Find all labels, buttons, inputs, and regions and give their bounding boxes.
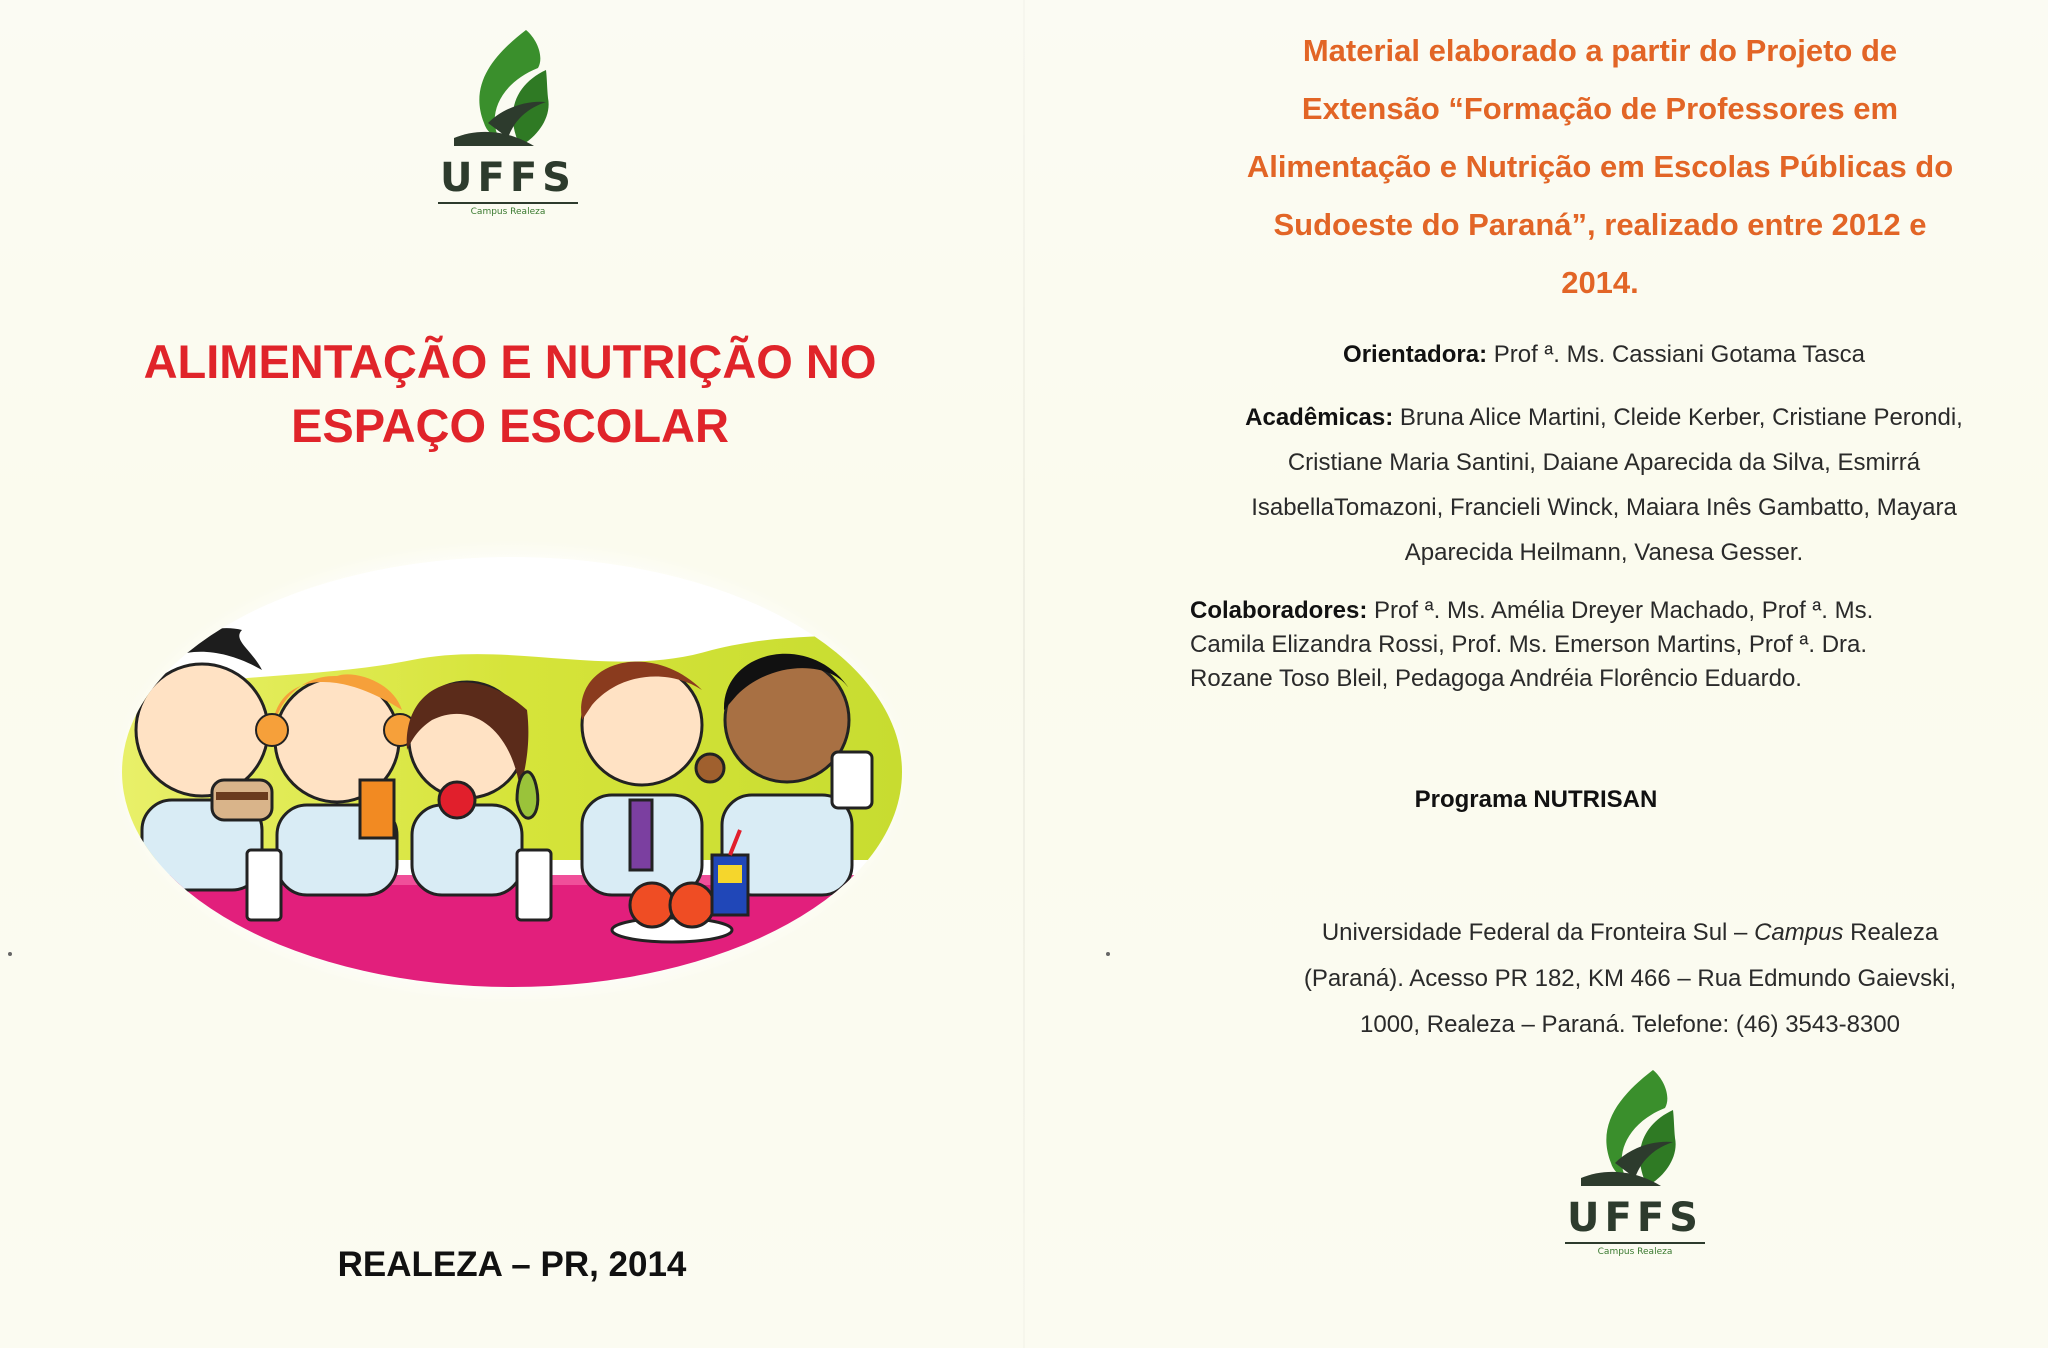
cover-title-line-1: ALIMENTAÇÃO E NUTRIÇÃO NO (143, 335, 877, 388)
uffs-logo-icon (1575, 1068, 1695, 1198)
intro-line-2: Extensão “Formação de Professores em (1301, 91, 1899, 126)
orientadora-text: Prof ª. Ms. Cassiani Gotama Tasca (1487, 341, 1865, 368)
address-line-1a: Universidade Federal da Fronteira Sul – (1321, 919, 1755, 946)
academicas-line-1: Bruna Alice Martini, Cleide Kerber, Cristiane Perondi, (1393, 404, 1963, 431)
academicas-line-3: IsabellaTomazoni, Francieli Winck, Maiara Inês Gambatto, Mayara (1251, 494, 1957, 521)
children-eating-illustration (112, 530, 912, 1015)
intro-line-4: Sudoeste do Paraná”, realizado entre 2012 e (1273, 207, 1927, 242)
logo-underline (1565, 1242, 1705, 1244)
intro-paragraph (1180, 22, 2020, 312)
uffs-logo-bottom (1555, 1068, 1715, 1257)
address-line-1-italic: Campus (1754, 919, 1844, 946)
cover-title-line-2: ESPAÇO ESCOLAR (291, 399, 729, 452)
program-name: Programa NUTRISAN (1414, 786, 1658, 813)
address-line-2: (Paraná). Acesso PR 182, KM 466 – Rua Edmundo Gaievski, (1303, 965, 1957, 992)
logo-subtitle: Campus Realeza (1597, 1247, 1673, 1257)
scan-speck (1106, 952, 1110, 956)
academicas-label: Acadêmicas: (1245, 404, 1394, 431)
logo-text: UFFS (440, 155, 576, 201)
uffs-logo-icon (448, 28, 568, 158)
colaboradores-label: Colaboradores: (1190, 597, 1368, 624)
address-block (1240, 910, 2020, 1048)
intro-line-3: Alimentação e Nutrição em Escolas Públicas do (1246, 149, 1954, 184)
logo-text: UFFS (1567, 1195, 1703, 1241)
academicas-credit (1188, 395, 2020, 575)
address-line-3: 1000, Realeza – Paraná. Telefone: (46) 3543-8300 (1360, 1011, 1900, 1038)
colaboradores-credit (1190, 594, 2020, 696)
orientadora-credit (1188, 332, 2020, 377)
page-fold (1023, 0, 1025, 1348)
scan-speck (8, 952, 12, 956)
orientadora-label: Orientadora: (1343, 341, 1488, 368)
colaboradores-line-1: Prof ª. Ms. Amélia Dreyer Machado, Prof ª. Ms. (1367, 597, 1874, 624)
colaboradores-line-3: Rozane Toso Bleil, Pedagoga Andréia Florêncio Eduardo. (1190, 665, 1802, 692)
intro-line-1: Material elaborado a partir do Projeto de (1302, 33, 1898, 68)
cover-footer: REALEZA – PR, 2014 (337, 1245, 687, 1284)
logo-subtitle: Campus Realeza (470, 207, 546, 217)
address-line-1b: Realeza (1843, 919, 1939, 946)
academicas-line-2: Cristiane Maria Santini, Daiane Aparecida da Silva, Esmirrá (1287, 449, 1921, 476)
uffs-logo-top (428, 28, 588, 217)
intro-line-5: 2014. (1561, 265, 1639, 300)
cover-title (60, 330, 960, 458)
colaboradores-line-2: Camila Elizandra Rossi, Prof. Ms. Emerson Martins, Prof ª. Dra. (1190, 631, 1868, 658)
logo-underline (438, 202, 578, 204)
academicas-line-4: Aparecida Heilmann, Vanesa Gesser. (1404, 539, 1804, 566)
